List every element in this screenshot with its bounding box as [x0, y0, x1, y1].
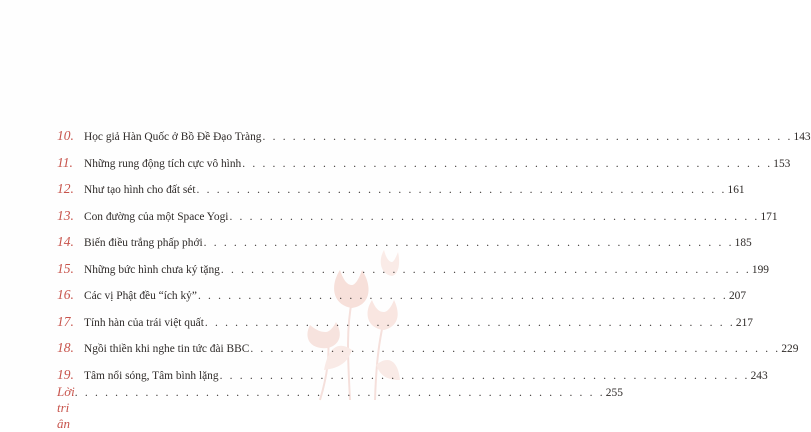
toc-entry[interactable]	[57, 287, 747, 314]
toc-entry[interactable]	[57, 181, 745, 208]
entry-number: 14.	[57, 234, 74, 249]
entry-number: 12.	[57, 181, 74, 196]
entry-page: 153	[773, 157, 791, 170]
dot-leader	[198, 290, 728, 302]
entry-number: 18.	[57, 340, 74, 355]
entry-title: Con đường của một Space Yogi	[84, 210, 229, 223]
entry-page: 199	[751, 263, 769, 276]
entry-title: Những rung động tích cực vô hình	[84, 157, 242, 170]
entry-title: Biến điều trắng phấp phới	[84, 237, 203, 249]
entry-number: 16.	[57, 287, 74, 302]
entry-number: 19.	[57, 366, 74, 382]
toc-entry[interactable]	[57, 260, 769, 288]
toc-entry[interactable]	[57, 340, 799, 367]
entry-page: 229	[781, 343, 799, 355]
entry-page: 243	[750, 369, 768, 382]
entry-title: Học giả Hàn Quốc ở Bồ Đề Đạo Tràng	[84, 131, 262, 143]
toc-entry[interactable]	[57, 234, 752, 261]
dot-leader	[75, 387, 605, 399]
dot-leader	[229, 211, 759, 223]
entry-page: 185	[734, 237, 752, 249]
dot-leader	[220, 370, 750, 382]
entry-title: Lời tri ân	[57, 384, 75, 431]
dot-leader	[250, 343, 780, 355]
entry-title: Tính hàn của trái việt quất	[84, 316, 204, 329]
entry-title: Tâm nổi sóng, Tâm bình lặng	[84, 369, 219, 382]
entry-page: 143	[793, 131, 811, 143]
toc-entry-acknowledgements[interactable]	[57, 384, 623, 431]
entry-title: Các vị Phật đều “ích kỷ”	[84, 290, 197, 302]
entry-number: 17.	[57, 313, 74, 329]
entry-title: Như tạo hình cho đất sét	[84, 184, 196, 196]
toc-entry[interactable]	[57, 207, 778, 235]
entry-number: 10.	[57, 128, 74, 143]
toc-entry[interactable]	[57, 154, 791, 182]
entry-page: 171	[760, 210, 778, 223]
entry-number: 11.	[57, 154, 73, 170]
dot-leader	[205, 317, 735, 329]
dot-leader	[221, 264, 751, 276]
entry-number: 13.	[57, 207, 74, 223]
entry-title: Những bức hình chưa ký tặng	[84, 263, 220, 276]
entry-number: 15.	[57, 260, 74, 276]
entry-page: 217	[735, 316, 753, 329]
entry-title: Ngồi thiền khi nghe tin tức đài BBC	[84, 343, 250, 355]
entry-page: 255	[605, 387, 623, 399]
dot-leader	[242, 158, 772, 170]
toc-entry[interactable]	[57, 313, 753, 341]
dot-leader	[197, 184, 727, 196]
toc-entry[interactable]	[57, 128, 811, 155]
entry-page: 161	[727, 184, 745, 196]
dot-leader	[263, 131, 793, 143]
entry-page: 207	[728, 290, 747, 302]
dot-leader	[204, 237, 734, 249]
